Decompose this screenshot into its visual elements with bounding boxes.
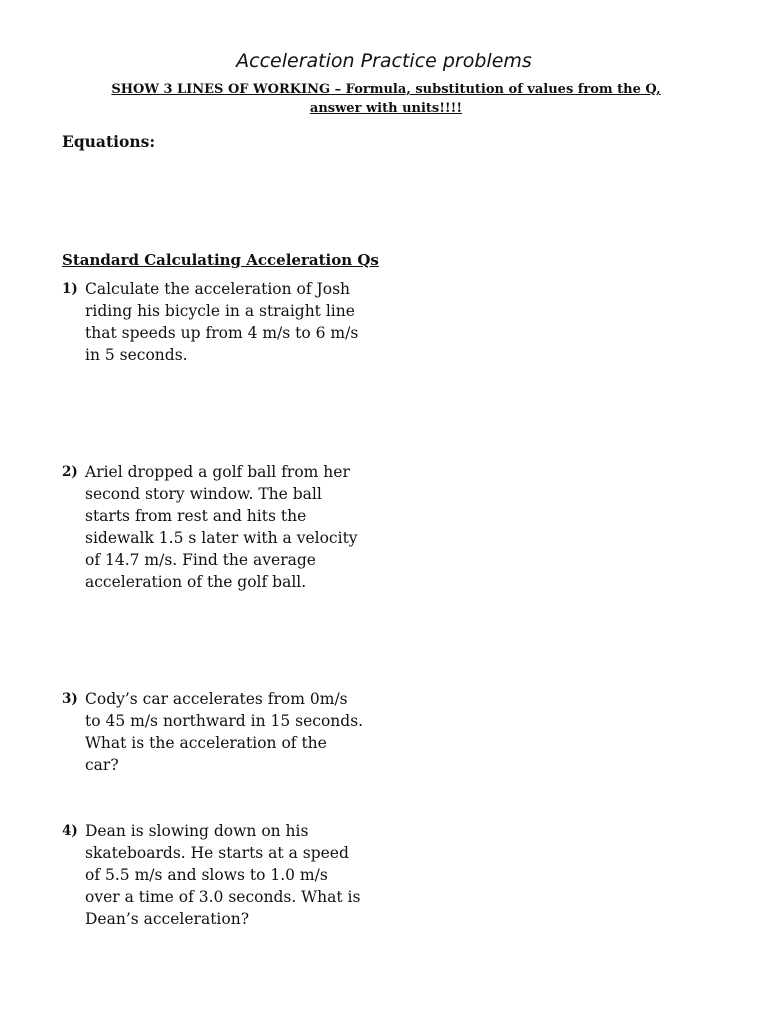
question-text: Cody’s car accelerates from 0m/s to 45 m/s northward in 15 seconds. What is the acceleration of the car? <box>85 690 364 774</box>
question-text: Dean is slowing down on his skateboards. He starts at a speed of 5.5 m/s and slows to 1.0 m/s over a time of 3.0 seconds. What is Dean’s acceleration? <box>85 822 361 928</box>
question-3 <box>62 688 362 776</box>
question-2 <box>62 461 362 593</box>
section-heading: Standard Calculating Acceleration Qs <box>62 251 379 269</box>
equations-label: Equations: <box>62 132 156 151</box>
question-4 <box>62 820 362 930</box>
question-text: Ariel dropped a golf ball from her second story window. The ball starts from rest and hits the sidewalk 1.5 s later with a velocity of 14.7 m/s. Find the average acceleration of the golf ball. <box>85 463 358 591</box>
working-instruction: SHOW 3 LINES OF WORKING – Formula, substitution of values from the Q, answer with units!!!! <box>111 82 661 116</box>
question-number: 3) <box>62 691 78 707</box>
document-title: Acceleration Practice problems <box>236 50 532 72</box>
question-text: Calculate the acceleration of Josh riding his bicycle in a straight line that speeds up from 4 m/s to 6 m/s in 5 seconds. <box>85 280 359 364</box>
question-number: 4) <box>62 823 78 839</box>
question-number: 2) <box>62 464 78 480</box>
question-number: 1) <box>62 281 78 297</box>
question-1 <box>62 278 362 366</box>
